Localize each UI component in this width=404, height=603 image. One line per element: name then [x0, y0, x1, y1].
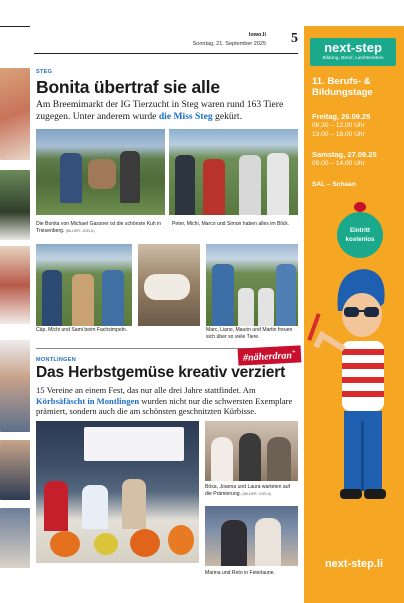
ad-title	[312, 76, 373, 98]
tag-text: #näherdran	[242, 350, 293, 364]
ad-location: SAL – Schaan	[312, 181, 356, 188]
strip-photo	[0, 68, 30, 160]
lead-link[interactable]: Körbsäfäscht in Montlingen	[36, 395, 140, 406]
strip-photo	[0, 508, 30, 568]
ad-title-line: 11. Berufs- &	[312, 76, 371, 87]
next-step-advert[interactable]	[304, 26, 404, 603]
ad-time: 08.30 – 12.00 Uhr	[312, 122, 365, 129]
ad-day-2: Samstag, 27.09.25	[312, 150, 377, 159]
caption-photo-6: Marina und Reto in Feierlaune.	[205, 570, 275, 576]
lead-text: 15 Vereine an einem Fest, das nur alle drei Jahre stattfindet. Am	[36, 385, 256, 395]
publication-name: lowo.li	[248, 32, 266, 38]
ad-title-line: Bildungstage	[312, 87, 373, 98]
photo-credit: (BILDER: JOELA)	[65, 228, 95, 233]
strip-photo	[0, 170, 30, 240]
photo-credit: (BILDER: JOELA)	[242, 491, 272, 496]
photo-boys-with-men	[206, 244, 298, 326]
lead-link[interactable]: die Miss Steg	[158, 111, 213, 122]
logo-subtitle: Bildung, Beruf, Liechtenstein	[322, 56, 384, 61]
caption-photo-2: Peter, Michi, Marco und Simon haben alles im Blick.	[172, 221, 290, 227]
adjacent-page-strip	[0, 0, 30, 603]
photo-three-men	[36, 244, 132, 326]
ad-time: 09.00 – 14.00 Uhr	[312, 160, 365, 167]
strip-photo	[0, 246, 30, 324]
photo-goats	[138, 244, 200, 326]
lead-text: Am Breemimarkt der IG Tierzucht in Steg waren rund 163 Tiere zugegen. Unter anderem wurde	[36, 99, 284, 122]
photo-three-women	[205, 421, 298, 481]
top-rule	[0, 26, 30, 27]
article2-kicker: MONTLINGEN	[36, 357, 76, 363]
ad-website-link[interactable]: next-step.li	[324, 558, 384, 570]
caption-text: Die Bonita von Michael Gassner ist die schönste Kuh in Triesenberg.	[36, 221, 162, 234]
photo-cow-bonita	[36, 129, 165, 215]
ad-day-1: Freitag, 26.09.25	[312, 112, 371, 121]
page-header	[34, 26, 298, 54]
caption-photo-1	[36, 221, 165, 234]
article2-lead	[36, 385, 298, 417]
caption-photo-3: Cäp, Michi und Sami beim Fachsimpeln.	[36, 327, 128, 333]
red-face-icon	[354, 202, 366, 212]
naeherdran-tag	[238, 345, 302, 366]
badge-line: Eintritt	[350, 227, 370, 234]
lead-text: wurden nicht nur die schwersten Exemplare prämiert, sondern auch die am schönsten geschnitzten Kürbisse.	[36, 395, 293, 417]
caption-text: Bösa, Joanna und Laura warteten auf die Prämierung.	[205, 484, 290, 497]
next-step-logo	[310, 38, 396, 66]
article1-kicker: STEG	[36, 69, 53, 75]
photo-children-pumpkins	[36, 421, 199, 563]
photo-couple	[205, 506, 298, 566]
strip-photo	[0, 440, 30, 500]
lead-text: gekürt.	[212, 111, 242, 122]
photo-men-group	[169, 129, 298, 215]
caption-photo-4: Marc, Liano, Maurin und Martin freuen sich über so viele Tiere.	[206, 327, 293, 340]
ad-time: 13.00 – 18.00 Uhr	[312, 131, 365, 138]
caption-photo-5	[205, 484, 298, 497]
cartoon-character-illustration	[304, 251, 404, 551]
article2-headline: Das Herbstgemüse kreativ verziert	[36, 364, 286, 381]
badge-line: kostenlos	[345, 236, 375, 243]
article1-headline: Bonita übertraf sie alle	[36, 77, 220, 97]
page-number: 5	[291, 31, 298, 46]
logo-text: next-step	[324, 40, 382, 55]
article1-lead	[36, 99, 298, 123]
strip-photo	[0, 340, 30, 432]
tag-plus: +	[291, 347, 296, 356]
issue-date: Sonntag, 21. September 2025	[192, 41, 266, 47]
